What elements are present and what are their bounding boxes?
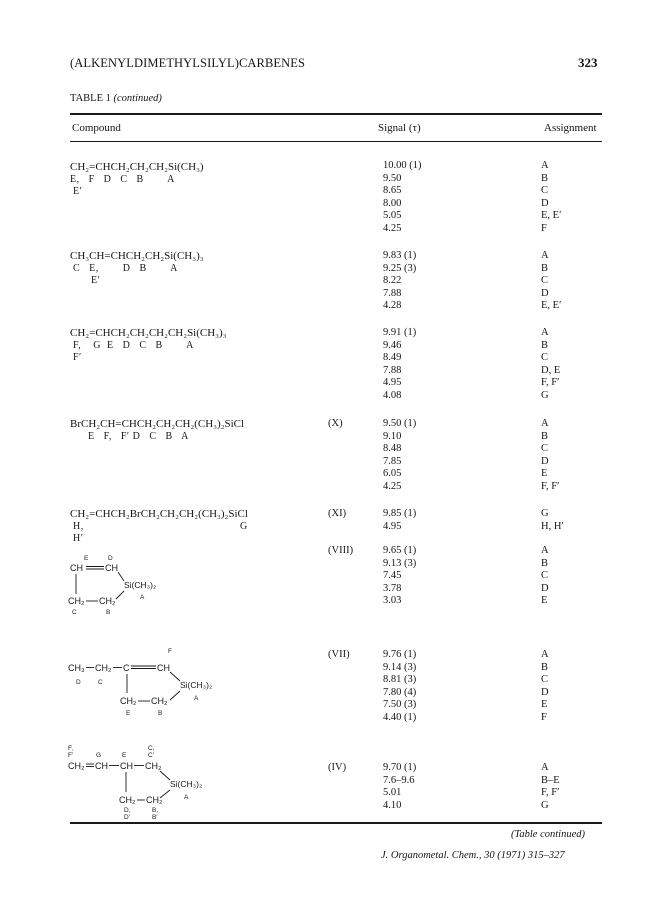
proton-letter: B <box>158 710 163 717</box>
signal-value: 8.22 <box>383 275 402 287</box>
column-header-signal: Signal (τ) <box>378 122 421 134</box>
structure-viii <box>64 550 184 620</box>
signal-value: 9.10 <box>383 430 402 442</box>
proton-letter: D, <box>124 807 131 814</box>
signal-value: 7.6–9.6 <box>383 774 415 786</box>
assignment-value: D, E <box>541 364 561 376</box>
signal-value: 4.95 <box>383 520 402 532</box>
atom-label: CH <box>105 563 118 573</box>
signal-value: 7.88 <box>383 364 402 376</box>
proton-letter: E <box>126 710 131 717</box>
assignment-value: F, F′ <box>541 377 560 389</box>
proton-letter-g: G <box>240 521 248 532</box>
signal-value: 9.50 <box>383 172 402 184</box>
signal-list <box>383 418 416 494</box>
column-header-compound: Compound <box>72 122 121 134</box>
signal-value: 9.70 (1) <box>383 762 417 773</box>
proton-letter: A <box>194 695 199 702</box>
table-caption <box>70 93 162 104</box>
proton-letter: C <box>72 609 77 616</box>
signal-value: 5.01 <box>383 787 402 799</box>
atom-label: CH₂ <box>95 663 112 673</box>
atom-label: Si(CH₃)₂ <box>124 580 157 590</box>
bond <box>160 771 170 780</box>
assignment-value: A <box>541 545 549 556</box>
proton-letters: E′ <box>70 275 101 286</box>
signal-value: 8.49 <box>383 352 402 364</box>
signal-value: 4.25 <box>383 222 402 234</box>
proton-letter: A <box>140 594 145 601</box>
table-caption-label: TABLE 1 <box>70 93 111 104</box>
assignment-value: C <box>541 352 549 364</box>
atom-label: CH₂ <box>146 795 163 805</box>
assignment-value: C <box>541 275 549 287</box>
proton-letter: C′ <box>148 752 154 759</box>
proton-letter: E <box>84 555 89 562</box>
signal-value: 5.05 <box>383 210 402 222</box>
proton-letter: D <box>108 555 113 562</box>
assignment-value: B <box>541 172 549 184</box>
signal-value: 9.14 (3) <box>383 661 417 673</box>
signal-value: 8.48 <box>383 443 402 455</box>
assignment-value: B <box>541 339 549 351</box>
atom-label: CH <box>157 663 170 673</box>
proton-letters: H′ <box>70 533 84 544</box>
assignment-value: C <box>541 674 549 686</box>
signal-list <box>383 250 416 313</box>
atom-label: CH <box>95 761 108 771</box>
assignment-value: F, F′ <box>541 480 560 492</box>
atom-label: CH₂ <box>145 761 162 771</box>
signal-value: 4.08 <box>383 389 402 401</box>
table-caption-note: (continued) <box>113 93 162 104</box>
compound-label: (X) <box>328 418 343 429</box>
assignment-value: G <box>541 389 549 401</box>
assignment-value: G <box>541 508 549 519</box>
bottom-rule <box>70 822 602 824</box>
assignment-value: E, E′ <box>541 210 562 222</box>
page-number: 323 <box>578 55 598 70</box>
assignment-list <box>541 160 561 236</box>
assignment-value: D <box>541 582 549 594</box>
atom-label: C <box>123 663 130 673</box>
assignment-value: B <box>541 262 549 274</box>
signal-value: 6.05 <box>383 468 402 480</box>
assignment-value: E <box>541 595 548 607</box>
signal-value: 7.50 (3) <box>383 699 417 711</box>
atom-label: CH <box>70 563 83 573</box>
assignment-list <box>541 327 560 403</box>
proton-letter: B′ <box>152 814 158 821</box>
assignment-value: D <box>541 197 549 209</box>
signal-value: 4.40 (1) <box>383 711 417 723</box>
signal-value: 7.45 <box>383 570 402 582</box>
signal-value: 9.50 (1) <box>383 418 417 429</box>
signal-list <box>383 160 422 236</box>
assignment-value: A <box>541 649 549 660</box>
signal-value: 9.91 (1) <box>383 327 417 338</box>
proton-letters: C E, D B A <box>70 263 178 274</box>
proton-letter: A <box>184 794 189 801</box>
structure-iv <box>64 742 284 824</box>
atom-label: CH₂ <box>68 596 85 606</box>
proton-letter: C, <box>148 745 155 752</box>
signal-value: 9.46 <box>383 339 402 351</box>
assignment-value: B <box>541 661 549 673</box>
compound-label: (IV) <box>328 762 347 773</box>
assignment-value: E <box>541 468 548 480</box>
bond <box>170 672 180 681</box>
column-header-assignment: Assignment <box>544 122 597 134</box>
atom-label: Si(CH₃)₂ <box>170 779 203 789</box>
signal-value: 9.13 (3) <box>383 557 417 569</box>
assignment-list <box>541 762 560 812</box>
signal-value: 7.88 <box>383 287 402 299</box>
signal-list <box>383 508 416 533</box>
signal-value: 9.25 (3) <box>383 262 417 274</box>
table-continued-note: (Table continued) <box>511 829 585 840</box>
proton-letters: F′ <box>70 352 82 363</box>
assignment-value: A <box>541 418 549 429</box>
signal-list <box>383 762 416 812</box>
proton-letter: B <box>106 609 111 616</box>
proton-letter: F′ <box>68 752 74 759</box>
signal-value: 4.25 <box>383 480 402 492</box>
bond <box>170 691 180 700</box>
signal-list <box>383 545 416 608</box>
assignment-value: A <box>541 762 549 773</box>
assignment-list <box>541 649 549 725</box>
proton-letter: C <box>98 679 103 686</box>
compound-label: (VII) <box>328 649 350 660</box>
assignment-value: F <box>541 711 547 723</box>
signal-value: 8.81 (3) <box>383 674 417 686</box>
assignment-list <box>541 418 559 494</box>
proton-letter: E <box>122 752 127 759</box>
assignment-value: B–E <box>541 774 560 786</box>
signal-list <box>383 327 416 403</box>
proton-letter: F, <box>68 745 74 752</box>
proton-letters: H, <box>70 521 84 532</box>
assignment-value: D <box>541 686 549 698</box>
top-rule <box>70 113 602 115</box>
atom-label: CH₂ <box>120 696 137 706</box>
assignment-value: A <box>541 250 549 261</box>
assignment-value: C <box>541 570 549 582</box>
proton-letter: D <box>76 679 81 686</box>
signal-value: 9.65 (1) <box>383 545 417 556</box>
signal-value: 8.00 <box>383 197 402 209</box>
structure-vii <box>64 645 284 725</box>
proton-letters: E F, F′ D C B A <box>70 431 189 442</box>
bond <box>116 591 124 599</box>
assignment-list <box>541 250 561 313</box>
proton-letter: B, <box>152 807 159 814</box>
proton-letters: E, F D C B A <box>70 174 175 185</box>
compound-formula: CH₃CH=CHCH₂CH₂Si(CH₃)₃ <box>70 250 204 262</box>
proton-letter: G <box>96 752 102 759</box>
proton-letter: F <box>168 648 172 655</box>
running-title: (ALKENYLDIMETHYLSILYL)CARBENES <box>70 56 306 70</box>
assignment-value: B <box>541 557 549 569</box>
compound-label: (VIII) <box>328 545 354 556</box>
signal-value: 4.95 <box>383 377 402 389</box>
atom-label: CH₃ <box>68 663 85 673</box>
assignment-value: E <box>541 699 548 711</box>
proton-letters: F, G E D C B A <box>70 340 194 351</box>
assignment-value: D <box>541 455 549 467</box>
assignment-list <box>541 508 564 533</box>
assignment-value: A <box>541 327 549 338</box>
compound-formula: BrCH₂CH=CHCH₂CH₂CH₂(CH₃)₂SiCl <box>70 418 245 430</box>
atom-label: CH <box>120 761 133 771</box>
signal-value: 4.10 <box>383 799 402 811</box>
signal-value: 10.00 (1) <box>383 160 422 171</box>
assignment-value: C <box>541 443 549 455</box>
journal-citation: J. Organometal. Chem., 30 (1971) 315–327 <box>381 850 565 861</box>
atom-label: Si(CH₃)₂ <box>180 680 213 690</box>
signal-list <box>383 649 416 725</box>
atom-label: CH₂ <box>99 596 116 606</box>
signal-value: 8.65 <box>383 185 402 197</box>
compound-label: (XI) <box>328 508 347 519</box>
assignment-value: H, H′ <box>541 520 564 532</box>
assignment-value: F <box>541 222 547 234</box>
assignment-value: A <box>541 160 549 171</box>
header-rule <box>70 141 602 142</box>
signal-value: 4.28 <box>383 300 402 312</box>
proton-letters: E′ <box>70 186 83 197</box>
signal-value: 9.83 (1) <box>383 250 417 261</box>
signal-value: 9.76 (1) <box>383 649 417 660</box>
compound-formula: CH₂=CHCH₂CH₂CH₂Si(CH₃) <box>70 161 204 173</box>
atom-label: CH₂ <box>68 761 85 771</box>
signal-value: 7.85 <box>383 455 402 467</box>
signal-value: 3.78 <box>383 582 402 594</box>
atom-label: CH₂ <box>151 696 168 706</box>
compound-formula: CH₂=CHCH₂BrCH₂CH₂CH₂(CH₃)₂SiCl <box>70 508 248 520</box>
assignment-value: E, E′ <box>541 300 562 312</box>
assignment-list <box>541 545 549 608</box>
assignment-value: G <box>541 799 549 811</box>
signal-value: 3.03 <box>383 595 402 607</box>
assignment-value: D <box>541 287 549 299</box>
assignment-value: F, F′ <box>541 787 560 799</box>
compound-formula: CH₂=CHCH₂CH₂CH₂CH₂Si(CH₃)₃ <box>70 327 227 339</box>
atom-label: CH₂ <box>119 795 136 805</box>
assignment-value: B <box>541 430 549 442</box>
assignment-value: C <box>541 185 549 197</box>
signal-value: 7.80 (4) <box>383 686 417 698</box>
signal-value: 9.85 (1) <box>383 508 417 519</box>
proton-letter: D′ <box>124 814 130 821</box>
